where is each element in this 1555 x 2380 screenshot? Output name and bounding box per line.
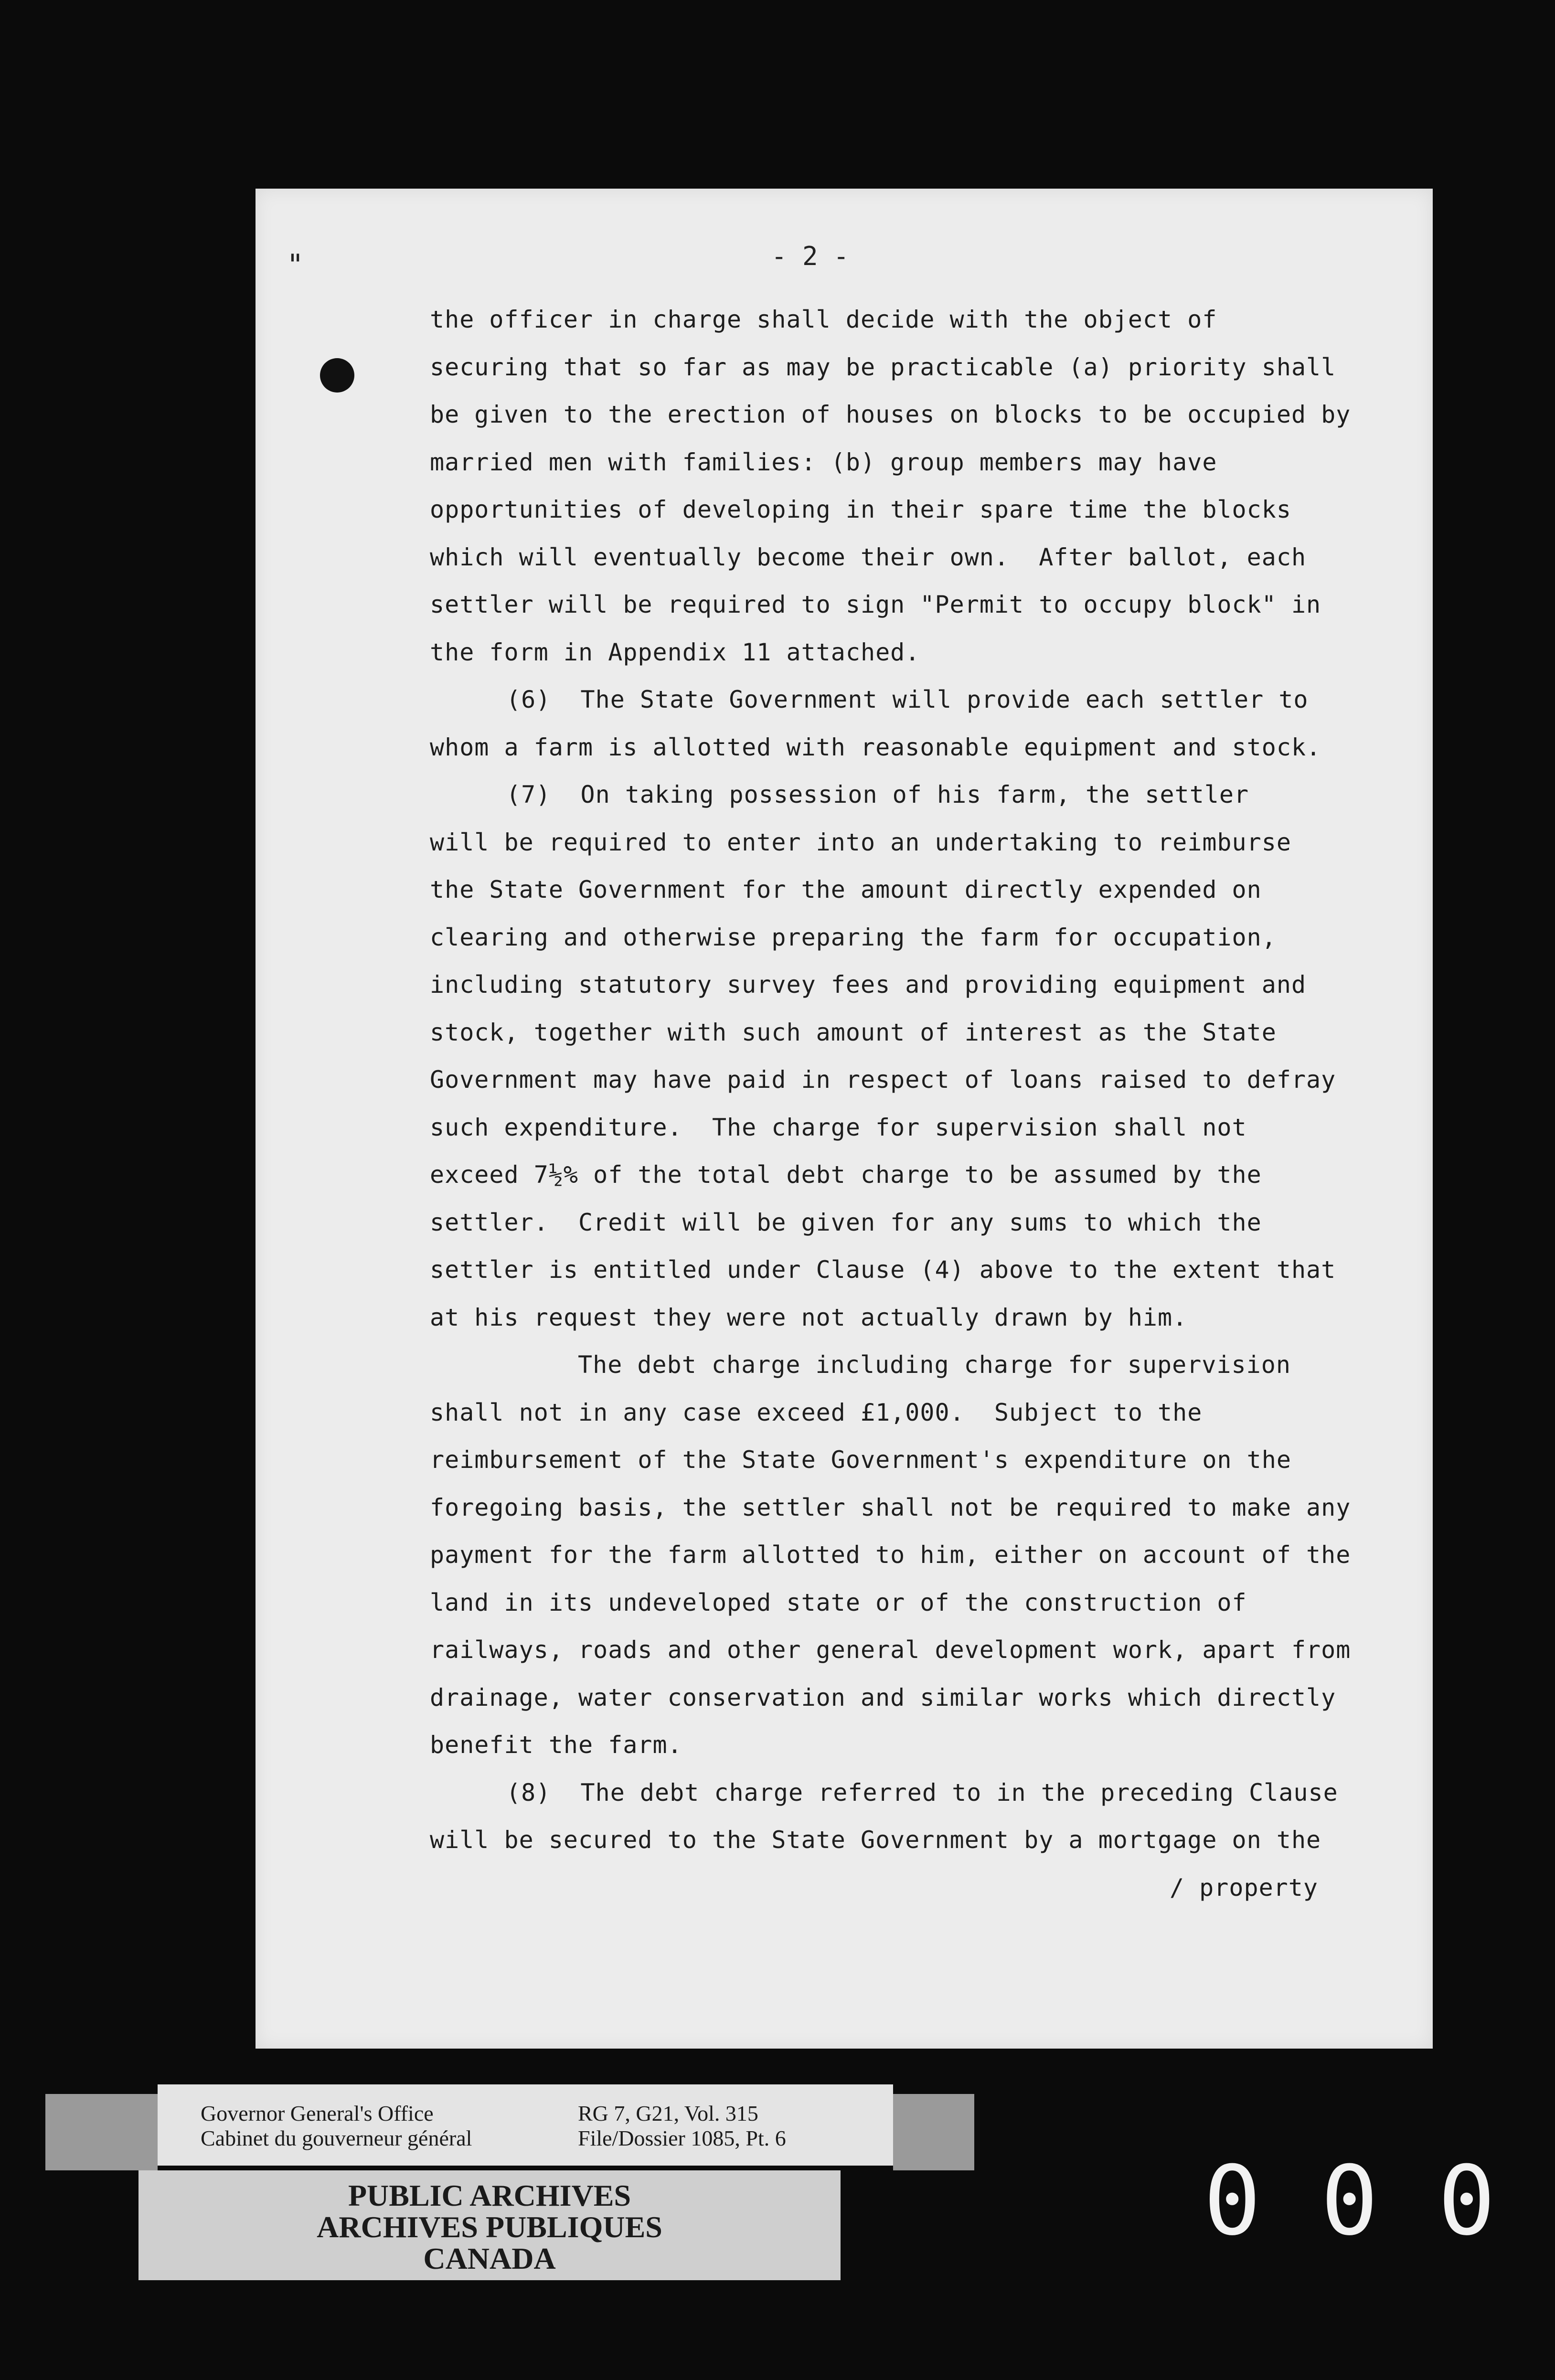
text-line: payment for the farm allotted to him, either on account of the — [430, 1541, 1351, 1569]
text-line: settler is entitled under Clause (4) above to the extent that — [430, 1256, 1336, 1284]
paragraph-6-start: (6) The State Government will provide each settler to — [506, 686, 1309, 713]
text-line: opportunities of developing in their spare time the blocks — [430, 496, 1291, 523]
office-english: Governor General's Office — [201, 2101, 434, 2125]
catchword: / property — [1169, 1873, 1318, 1902]
text-line: whom a farm is allotted with reasonable equipment and stock. — [430, 733, 1321, 761]
text-line: drainage, water conservation and similar works which directly — [430, 1683, 1336, 1711]
office-french: Cabinet du gouverneur général — [201, 2126, 472, 2150]
text-line: benefit the farm. — [430, 1731, 682, 1759]
text-line: settler will be required to sign "Permit to occupy block" in — [430, 591, 1321, 618]
document-page — [256, 189, 1433, 2049]
text-line: railways, roads and other general development work, apart from — [430, 1636, 1351, 1664]
text-line: stock, together with such amount of interest as the State — [430, 1018, 1277, 1046]
text-line: which will eventually become their own. After ballot, each — [430, 543, 1307, 571]
paragraph-8-start: (8) The debt charge referred to in the preceding Clause — [506, 1778, 1338, 1806]
record-group: RG 7, G21, Vol. 315 — [578, 2101, 758, 2125]
text-line: married men with families: (b) group members may have — [430, 448, 1217, 476]
archive-label — [158, 2084, 893, 2166]
text-line: the form in Appendix 11 attached. — [430, 638, 920, 666]
text-line: be given to the erection of houses on blocks to be occupied by — [430, 401, 1351, 428]
archive-reference — [578, 2101, 786, 2151]
text-line: such expenditure. The charge for supervision shall not — [430, 1113, 1247, 1141]
text-line: settler. Credit will be given for any sums to which the — [430, 1208, 1262, 1236]
archive-office — [201, 2101, 472, 2151]
file-number: File/Dossier 1085, Pt. 6 — [578, 2126, 786, 2150]
text-line: the State Government for the amount directly expended on — [430, 876, 1262, 903]
frame-counter: 000 — [1204, 2146, 1555, 2257]
punch-hole — [320, 358, 354, 393]
stamp-line-country: CANADA — [423, 2242, 556, 2275]
text-line: land in its undeveloped state or of the construction of — [430, 1588, 1247, 1616]
text-line: clearing and otherwise preparing the farm for occupation, — [430, 923, 1277, 951]
text-line: reimbursement of the State Government's expenditure on the — [430, 1446, 1291, 1474]
stamp-line-english: PUBLIC ARCHIVES — [348, 2178, 631, 2212]
text-line: at his request they were not actually drawn by him. — [430, 1303, 1188, 1331]
debt-paragraph-start: The debt charge including charge for supervision — [578, 1351, 1291, 1379]
text-line: shall not in any case exceed £1,000. Subject to the — [430, 1398, 1203, 1426]
archives-stamp — [138, 2170, 841, 2280]
text-line: exceed 7½% of the total debt charge to be assumed by the — [430, 1161, 1262, 1189]
film-edge-left — [45, 2094, 158, 2170]
paragraph-7-start: (7) On taking possession of his farm, the settler — [506, 781, 1249, 808]
text-line: the officer in charge shall decide with the object of — [430, 306, 1217, 333]
text-line: including statutory survey fees and providing equipment and — [430, 971, 1307, 999]
text-line: securing that so far as may be practicable (a) priority shall — [430, 353, 1336, 381]
text-line: will be required to enter into an undertaking to reimburse — [430, 828, 1291, 856]
text-line: foregoing basis, the settler shall not be required to make any — [430, 1493, 1351, 1521]
text-line: will be secured to the State Government by a mortgage on the — [430, 1826, 1321, 1854]
page-number: - 2 - — [771, 241, 849, 271]
margin-mark: " — [287, 248, 304, 282]
typed-text-body — [430, 296, 1351, 1912]
text-line: Government may have paid in respect of loans raised to defray — [430, 1066, 1336, 1094]
film-edge-right — [893, 2094, 974, 2170]
stamp-line-french: ARCHIVES PUBLIQUES — [317, 2210, 662, 2244]
